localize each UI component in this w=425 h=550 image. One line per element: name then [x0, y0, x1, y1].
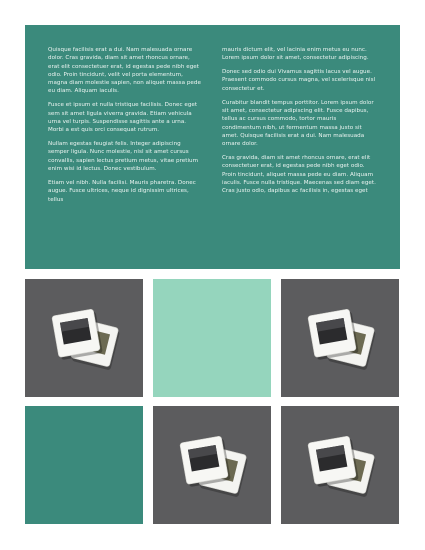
image-tile-4 — [281, 406, 399, 524]
paragraph: Donec sed odio dui Vivamus sagittis lacus vel augue. Praesent commodo cursus magna, vel scelerisque nisl consectetur et. — [222, 69, 376, 92]
paragraph: Etiam vel nibh. Nulla facilisi. Mauris pharetra. Donec augue. Fusce ultrices, neque id dignissim ultrices, tellus — [48, 179, 196, 203]
paragraph: Cras gravida, diam sit amet rhoncus ornare, erat elit consectetuer erat, id egestas pede nibh eget odio. Proin tincidunt, aliquet massa pede eu diam. Aliquam iaculis. Fusce nulla tristique. Maecenas sed diam eget. Cras justo odio, dapibus ac facilisis in, egestas eget — [222, 155, 376, 195]
paragraph: Curabitur blandit tempus porttitor. Lorem ipsum dolor sit amet, consectetur adipiscing elit. Fusce dapibus, tellus ac cursus commodo, tortor mauris condimentum nibh, ut fermentum massa justo sit amet. Quisque facilisis erat a dui. Nam malesuada ornare dolor. — [222, 99, 374, 148]
image-tile-3 — [153, 406, 271, 524]
paragraph: Nullam egestas feugiat felis. Integer adipiscing semper ligula. Nunc molestie, nisl sit amet cursus convallis, sapien lectus pretium metus, vitae pretium enim wisi id lectus. Donec vestibulum. — [48, 141, 199, 173]
color-tile-teal — [25, 406, 143, 524]
color-tile-mint — [153, 279, 271, 397]
image-tile-1 — [25, 279, 143, 397]
photo-slides-icon — [153, 406, 271, 524]
photo-slides-icon — [25, 279, 143, 397]
photo-slides-icon — [281, 406, 399, 524]
text-panel — [25, 25, 400, 269]
paragraph: Fusce et ipsum et nulla tristique facilisis. Donec eget sem sit amet ligula viverra gravida. Etiam vehicula urna vel turpis. Suspendisse sagittis ante a urna. Morbi a est quis orci consequat rutrum. — [48, 102, 198, 134]
paragraph: Quisque facilisis erat a dui. Nam malesuada ornare dolor. Cras gravida, diam sit amet rhoncus ornare, erat elit consectetuer erat, id egestas pede nibh eget odio. Proin tincidunt, velit vel porta elementum, magna diam molestie sapien, non aliquet massa pede eu diam. Aliquam iaculis. — [48, 47, 201, 95]
paragraph: mauris dictum elit, vel lacinia enim metus eu nunc. Lorem ipsum dolor sit amet, consectetur adipiscing. — [222, 47, 369, 62]
photo-slides-icon — [281, 279, 399, 397]
text-column-right — [222, 46, 377, 269]
text-column-left — [48, 46, 203, 269]
image-tile-2 — [281, 279, 399, 397]
